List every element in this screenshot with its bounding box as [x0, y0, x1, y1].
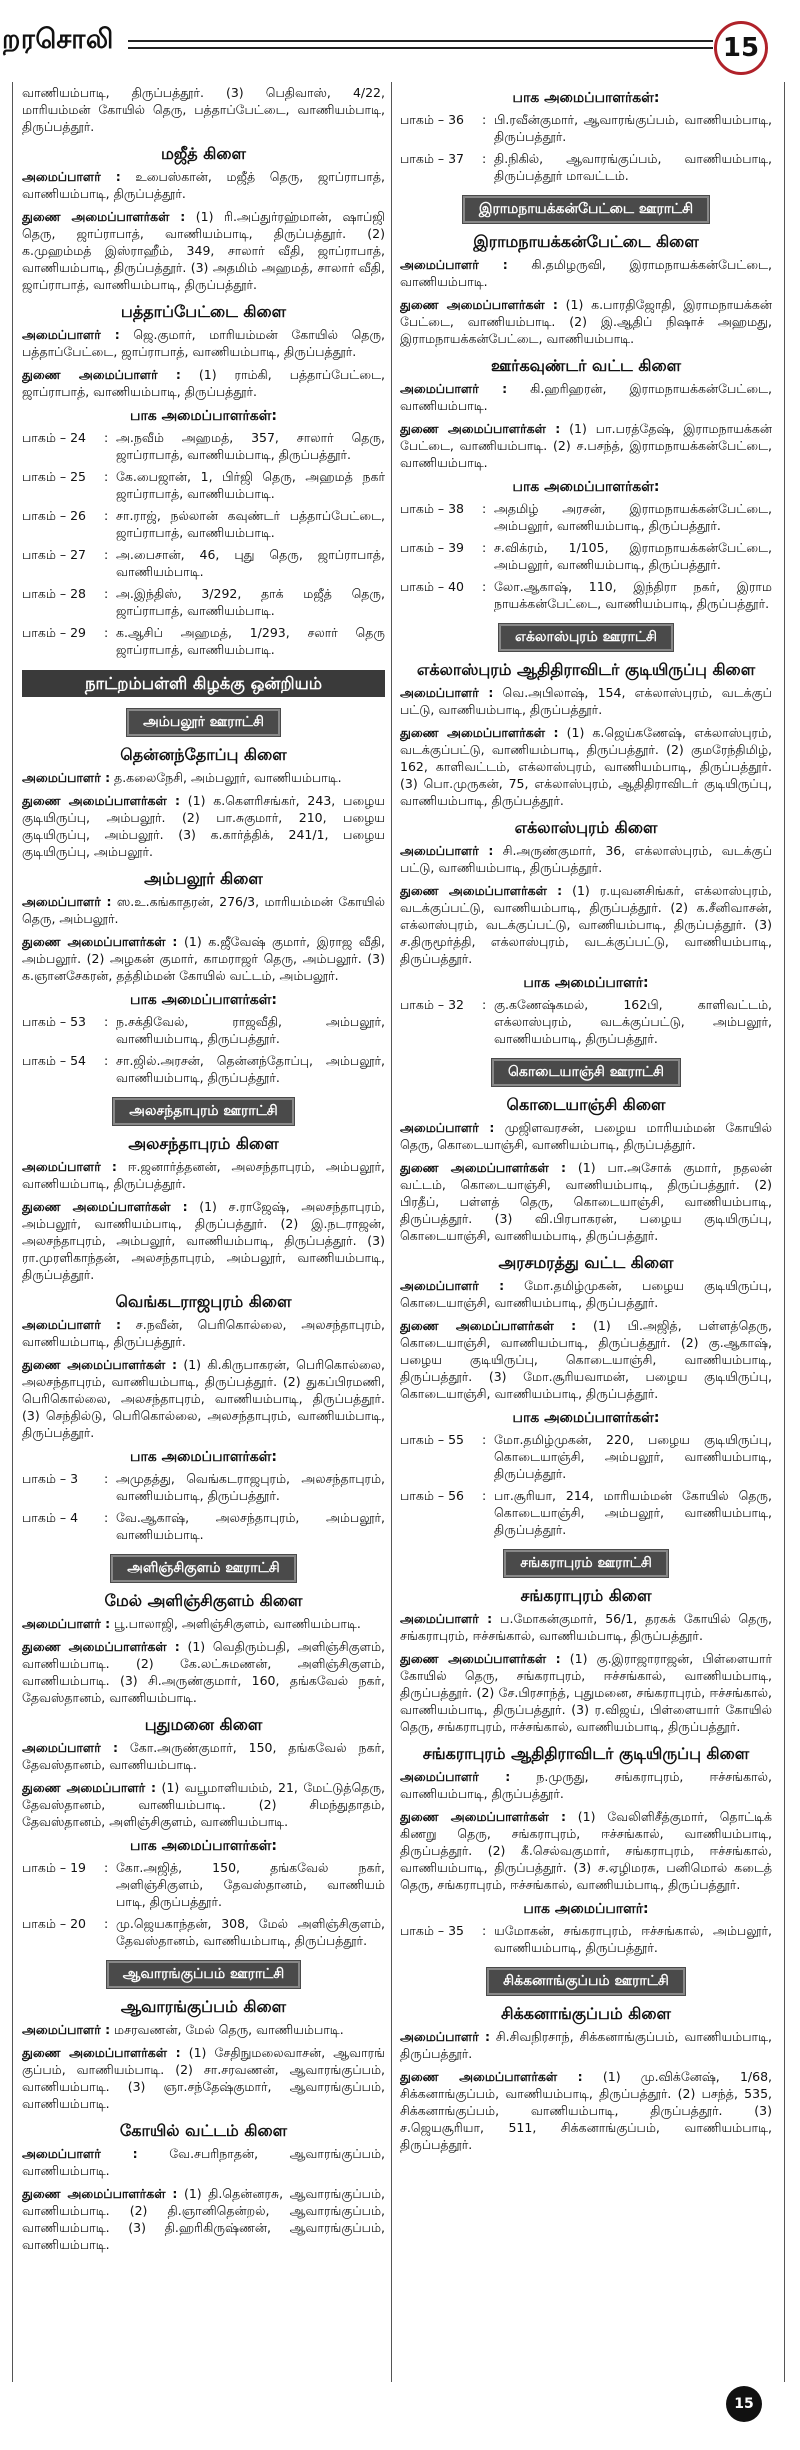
panchayat-banner: அலசந்தாபுரம் ஊராட்சி [113, 1098, 293, 1125]
section-subtitle: பாக அமைப்பாளர்: [523, 1901, 649, 1917]
booth-member: கோ.அஜித், 150, தங்கவேல் நகர், அளிஞ்சிகுளம், தேவஸ்தானம், வாணியம் பாடி, திருப்பத்தூர். [116, 1860, 385, 1909]
member-text: (1) தி.தென்னரசு, ஆவாரங்குப்பம், வாணியம்பாடி. (2) தி.ஞானிதென்றல், ஆவாரங்குப்பம், வாணியம்பாடி. (3) தி.ஹரிகிருஷ்ணன், ஆவாரங்குப்பம், வாணியம்பாடி. [22, 2186, 385, 2252]
booth-entry [400, 578, 772, 612]
member-paragraph [22, 792, 385, 860]
member-paragraph [22, 2044, 385, 2112]
branch-title: கோயில் வட்டம் கிளை [119, 2121, 288, 2140]
member-text: (1) வபூமாளியம்ம், 21, மேட்டுத்தெரு, தேவஸ்தானம், வாணியம்பாடி. (2) சிமந்துதாதம், தேவஸ்தானம், அளிஞ்சிகுளம், வாணியம்பாடி. [22, 1780, 385, 1829]
member-text: (1) பா.பரத்தேஷ், இராமநாயக்கன் பேட்டை, வாணியம்பாடி. (2) ச.பசந்த், இராமநாயக்கன்பேட்டை, வாணியம்பாடி. [400, 421, 772, 470]
booth-colon: : [104, 1471, 109, 1486]
section-subtitle: பாக அமைப்பாளர்கள்: [130, 992, 277, 1008]
booth-entry [400, 1487, 772, 1538]
booth-member: அ.நவீம் அஹமத், 357, சாலார் தெரு, ஜாப்ராபாத், வாணியம்பாடி, திருப்பத்தூர். [116, 430, 385, 462]
booth-number: பாகம் – 53 [22, 1014, 86, 1029]
booth-colon: : [482, 579, 487, 594]
panchayat-banner: கொடையாஞ்சி ஊராட்சி [492, 1059, 680, 1086]
branch-title: கொடையாஞ்சி கிளை [506, 1095, 666, 1114]
booth-number: பாகம் – 3 [22, 1471, 79, 1486]
booth-number: பாகம் – 38 [400, 501, 464, 516]
member-text: ஜெ.குமார், மாரியம்மன் கோயில் தெரு, பத்தாப்பேட்டை, ஜாப்ராபாத், வாணியம்பாடி, திருப்பத்தூர். [22, 327, 385, 359]
booth-colon: : [482, 1488, 487, 1503]
booth-member: லோ.ஆகாஷ், 110, இந்திரா நகர், இராம நாயக்கன்பேட்டை, வாணியம்பாடி, திருப்பத்தூர். [494, 579, 772, 611]
role-label: துணை அமைப்பாளர்கள் : [22, 2045, 181, 2060]
role-label: துணை அமைப்பாளர்கள் : [400, 297, 558, 312]
role-label: அமைப்பாளர் : [22, 2022, 111, 2037]
branch-title: எக்லாஸ்புரம் ஆதிதிராவிடர் குடியிருப்பு கிளை [416, 660, 756, 679]
member-paragraph [22, 1638, 385, 1706]
member-paragraph [22, 1615, 385, 1632]
booth-number: பாகம் – 35 [400, 1923, 464, 1938]
panchayat-banner: அம்பலூர் ஊராட்சி [127, 709, 280, 736]
panchayat-banner: இராமநாயக்கன்பேட்டை ஊராட்சி [463, 196, 709, 223]
branch-title: அம்பலூர் கிளை [144, 869, 263, 888]
role-label: துணை அமைப்பாளர்கள் : [22, 793, 180, 808]
booth-member: பா.சூரியா, 214, மாரியம்மன் கோயில் தெரு, கொடையாஞ்சி, அம்பலூர், வாணியம்பாடி, திருப்பத்தூர். [494, 1488, 772, 1537]
member-text: கோ.அருண்குமார், 150, தங்கவேல் நகர், தேவஸ்தானம், வாணியம்பாடி. [22, 1740, 385, 1772]
booth-member: சா.ராஜ், நல்லான் கவுண்டர் பத்தாப்பேட்டை, ஜாப்ராபாத், வாணியம்பாடி. [116, 508, 385, 540]
role-label: அமைப்பாளர் : [22, 1159, 117, 1174]
booth-number: பாகம் – 28 [22, 586, 86, 601]
booth-colon: : [104, 1053, 109, 1068]
branch-title: பத்தாப்பேட்டை கிளை [120, 302, 287, 321]
member-text: ஸ.உ.கங்காதரன், 276/3, மாரியம்மன் கோயில் தெரு, அம்பலூர். [22, 894, 385, 926]
section-subtitle: பாக அமைப்பாளர்கள்: [130, 1449, 277, 1465]
booth-entry [22, 1859, 385, 1910]
booth-entry [22, 1915, 385, 1949]
member-paragraph [22, 2185, 385, 2253]
role-label: துணை அமைப்பாளர்கள் : [22, 934, 178, 949]
booth-colon: : [482, 112, 487, 127]
member-text: (1) பி.அஜித், பள்ளத்தெரு, கொடையாஞ்சி, வாணியம்பாடி, திருப்பத்தூர். (2) கு.ஆகாஷ், பழைய குடியிருப்பு, கொடையாஞ்சி, வாணியம்பாடி, திருப்பத்தூர். (3) மோ.சூரியவாமன், பழைய குடியிருப்பு, கொடையாஞ்சி, வாணியம்பாடி, திருப்பத்தூர். [400, 1318, 772, 1401]
member-text: (1) க.கௌரிசங்கர், 243, பழைய குடியிருப்பு, அம்பலூர். (2) பா.சுகுமார், 210, பழைய குடியிருப்பு, அம்பலூர். (3) க.கார்த்திக், 241/1, பழைய குடியிருப்பு, அம்பலூர். [22, 793, 385, 859]
member-text: (1) பா.அசோக் குமார், நதலன் வட்டம், கொடையாஞ்சி, வாணியம்பாடி, திருப்பத்தூர். (2) பிரதீப், பள்ளத் தெரு, கொடையாஞ்சி, வாணியம்பாடி, திருப்பத்தூர். (3) வி.பிரபாகரன், பழைய குடியிருப்பு, கொடையாஞ்சி, வாணியம்பாடி, திருப்பத்தூர். [400, 1160, 772, 1243]
role-label: துணை அமைப்பாளர்கள் : [400, 2069, 583, 2084]
booth-number: பாகம் – 4 [22, 1510, 79, 1525]
branch-title: மேல் அளிஞ்சிகுளம் கிளை [104, 1591, 303, 1610]
member-text: சி.சிவநிரசாந், சிக்கனாங்குப்பம், வாணியம்பாடி, திருப்பத்தூர். [400, 2029, 772, 2061]
branch-title: வெங்கடராஜபுரம் கிளை [115, 1292, 292, 1311]
column-divider [391, 82, 392, 2382]
role-label: துணை அமைப்பாளர்கள் : [400, 725, 559, 740]
booth-member: அதமிழ் அரசன், இராமநாயக்கன்பேட்டை, அம்பலூர், வாணியம்பாடி, திருப்பத்தூர். [494, 501, 772, 533]
role-label: அமைப்பாளர் : [22, 327, 120, 342]
branch-title: ஊர்கவுண்டர் வட்ட கிளை [490, 356, 682, 375]
booth-entry [22, 429, 385, 463]
booth-colon: : [482, 151, 487, 166]
branch-title: சங்கராபுரம் கிளை [520, 1586, 652, 1605]
booth-member: அமுதத்து, வெங்கடராஜபுரம், அலசந்தாபுரம், வாணியம்பாடி, திருப்பத்தூர். [116, 1471, 385, 1503]
member-paragraph [400, 420, 772, 471]
member-paragraph [400, 1808, 772, 1893]
member-paragraph [400, 2028, 772, 2062]
role-label: துணை அமைப்பாளர் : [22, 367, 181, 382]
booth-number: பாகம் – 55 [400, 1432, 464, 1447]
booth-entry [22, 546, 385, 580]
booth-number: பாகம் – 36 [400, 112, 464, 127]
member-text: (1) கி.கிருபாகரன், பெரிகொல்லை, அலசந்தாபுரம், வாணியம்பாடி, திருப்பத்தூர். (2) துகப்பிரமணி, பெரிகொல்லை, அலசந்தாபுரம், வாணியம்பாடி, திருப்பத்தூர். (3) செந்தில்டு, பெரிகொல்லை, அலசந்தாபுரம், வாணியம்பாடி, திருப்பத்தூர். [22, 1357, 385, 1440]
member-paragraph [400, 1119, 772, 1153]
booth-member: கு.கணேஷ்கமல், 162பி, காளிவட்டம், எக்லாஸ்புரம், வடக்குப்பட்டு, அம்பலூர், வாணியம்பாடி, திருப்பத்தூர். [494, 997, 772, 1046]
branch-title: தென்னந்தோப்பு கிளை [120, 745, 287, 764]
role-label: துணை அமைப்பாளர்கள் : [400, 421, 561, 436]
booth-number: பாகம் – 25 [22, 469, 86, 484]
member-paragraph [400, 256, 772, 290]
role-label: துணை அமைப்பாளர்கள் : [22, 1357, 178, 1372]
member-paragraph [22, 2145, 385, 2179]
member-paragraph [400, 1610, 772, 1644]
right-column [400, 82, 772, 2382]
booth-colon: : [104, 1916, 109, 1931]
booth-number: பாகம் – 27 [22, 547, 86, 562]
member-text: கி.ஹரிஹரன், இராமநாயக்கன்பேட்டை, வாணியம்பாடி. [400, 381, 772, 413]
panchayat-banner: ஆவாரங்குப்பம் ஊராட்சி [107, 1961, 301, 1988]
booth-number: பாகம் – 24 [22, 430, 86, 445]
member-text: வே.சபரிநாதன், ஆவாரங்குப்பம், வாணியம்பாடி. [22, 2146, 385, 2178]
section-subtitle: பாக அமைப்பாளர்: [523, 975, 649, 991]
role-label: துணை அமைப்பாளர்கள் : [400, 1160, 567, 1175]
member-text: (1) ர.யுவனசிங்கர், எக்லாஸ்புரம், வடக்குப்பட்டு, வாணியம்பாடி, திருப்பத்தூர். (2) க.சீனிவாசன், எக்லாஸ்புரம், வடக்குப்பட்டு, வாணியம்பாடி, திருப்பத்தூர். (3) ச.திருமூர்த்தி, எக்லாஸ்புரம், வடக்குப்பட்டு, வாணியம்பாடி, திருப்பத்தூர். [400, 883, 772, 966]
branch-title: அலசந்தாபுரம் கிளை [128, 1134, 279, 1153]
booth-entry [400, 111, 772, 145]
role-label: அமைப்பாளர் : [22, 1740, 118, 1755]
booth-member: க.ஆசிப் அஹமத், 1/293, சலார் தெரு ஜாப்ராபாத், வாணியம்பாடி. [116, 625, 385, 657]
booth-colon: : [482, 1923, 487, 1938]
booth-entry [22, 1052, 385, 1086]
member-paragraph [400, 1317, 772, 1402]
booth-colon: : [104, 508, 109, 523]
booth-number: பாகம் – 54 [22, 1053, 86, 1068]
booth-entry [22, 507, 385, 541]
member-paragraph [22, 1316, 385, 1350]
role-label: அமைப்பாளர் : [22, 2146, 138, 2161]
member-text: பூ.பாலாஜி, அளிஞ்சிகுளம், வாணியம்பாடி. [110, 1616, 361, 1631]
branch-title: இராமநாயக்கன்பேட்டை கிளை [473, 232, 699, 251]
member-text: சி.அருண்குமார், 36, எக்லாஸ்புரம், வடக்குப் பட்டு, வாணியம்பாடி, திருப்பத்தூர். [400, 843, 772, 875]
booth-colon: : [104, 1014, 109, 1029]
booth-colon: : [482, 1432, 487, 1447]
member-text: முஜிளவரசன், பழைய மாரியம்மன் கோயில் தெரு, கொடையாஞ்சி, வாணியம்பாடி, திருப்பத்தூர். [400, 1120, 772, 1152]
branch-title: அரசமரத்து வட்ட கிளை [498, 1253, 674, 1272]
role-label: அமைப்பாளர் : [400, 1120, 495, 1135]
booth-member: அ.இந்திஸ், 3/292, தாக் மஜீத் தெரு, ஜாப்ராபாத், வாணியம்பாடி. [116, 586, 385, 618]
member-paragraph [22, 366, 385, 400]
booth-member: மோ.தமிழ்முகன், 220, பழைய குடியிருப்பு, கொடையாஞ்சி, அம்பலூர், வாணியம்பாடி, திருப்பத்தூர். [494, 1432, 772, 1481]
member-text: ப.மோகன்குமார், 56/1, தரகக் கோயில் தெரு, சங்கராபுரம், ஈச்சங்கால், வாணியம்பாடி, திருப்பத்தூர். [400, 1611, 772, 1643]
section-subtitle: பாக அமைப்பாளர்கள்: [130, 408, 277, 424]
member-paragraph [22, 1779, 385, 1830]
member-text: (1) ரி.அப்துர்ரஹ்மான், ஷாப்ஜி தெரு, ஜாப்ராபாத், வாணியம்பாடி, திருப்பத்தூர். (2) க.முஹம்மத் இஸ்ராஹீம், 349, சாலார் வீதி, ஜாப்ராபாத், வாணியம்பாடி, திருப்பத்தூர். (3) அதமிம் அஹமத், சாலார் வீதி, ஜாப்ராபாத், வாணியம்பாடி, திருப்பத்தூர். [22, 209, 385, 292]
member-text: (1) ச.ராஜேஷ், அலசந்தாபுரம், அம்பலூர், வாணியம்பாடி, திருப்பத்தூர். (2) இ.நடராஜன், அலசந்தாபுரம், அம்பலூர், வாணியம்பாடி, திருப்பத்தூர். (3) ரா.முரளிகாந்தன், அலசந்தாபுரம், அம்பலூர், வாணியம்பாடி, திருப்பத்தூர். [22, 1199, 385, 1282]
booth-colon: : [104, 586, 109, 601]
newspaper-title: றரசொலி [2, 24, 114, 55]
member-text: ச.நவீன், பெரிகொல்லை, அலசந்தாபுரம், வாணியம்பாடி, திருப்பத்தூர். [22, 1317, 385, 1349]
booth-colon: : [104, 1860, 109, 1875]
member-paragraph [22, 933, 385, 984]
role-label: அமைப்பாளர் : [22, 894, 112, 909]
booth-number: பாகம் – 20 [22, 1916, 86, 1931]
member-text: வாணியம்பாடி, திருப்பத்தூர். (3) பெதிவாஸ், 4/22, மாரியம்மன் கோயில் தெரு, பத்தாப்பேட்டை, வாணியம்பாடி, திருப்பத்தூர். [22, 85, 385, 134]
page-number-badge: 15 [714, 21, 768, 75]
booth-colon: : [104, 430, 109, 445]
booth-member: ச.விக்ரம், 1/105, இராமநாயக்கன்பேட்டை, அம்பலூர், வாணியம்பாடி, திருப்பத்தூர். [494, 540, 772, 572]
booth-number: பாகம் – 56 [400, 1488, 464, 1503]
member-paragraph [22, 326, 385, 360]
member-text: கி.தமிழருவி, இராமநாயக்கன்பேட்டை, வாணியம்பாடி. [400, 257, 772, 289]
member-paragraph [400, 1768, 772, 1802]
member-paragraph [22, 1198, 385, 1283]
panchayat-banner: சங்கராபுரம் ஊராட்சி [504, 1550, 668, 1577]
booth-entry [22, 468, 385, 502]
left-column [22, 82, 385, 2382]
member-paragraph [22, 1158, 385, 1192]
booth-number: பாகம் – 26 [22, 508, 86, 523]
branch-title: சங்கராபுரம் ஆதிதிராவிடர் குடியிருப்பு கிளை [422, 1744, 750, 1763]
role-label: துணை அமைப்பாளர்கள் : [400, 1809, 566, 1824]
section-subtitle: பாக அமைப்பாளர்கள்: [512, 90, 660, 106]
member-paragraph [22, 2021, 385, 2038]
member-text: (1) கு.இராஜாராஜன், பிள்ளையார் கோயில் தெரு, சங்கராபுரம், ஈச்சங்கால், வாணியம்பாடி, திருப்பத்தூர். (2) சே.பிரசாந்த், புதுமனை, சங்கராபுரம், ஈச்சங்கால், வாணியம்பாடி, திருப்பத்தூர். (3) ர.விஜய், பிள்ளையார் கோயில் தெரு, சங்கராபுரம், ஈச்சங்கால், வாணியம்பாடி, திருப்பத்தூர். [400, 1651, 772, 1734]
role-label: துணை அமைப்பாளர்கள் : [400, 883, 563, 898]
member-paragraph [22, 1356, 385, 1441]
branch-title: எக்லாஸ்புரம் கிளை [514, 818, 658, 837]
booth-number: பாகம் – 39 [400, 540, 464, 555]
member-paragraph [400, 296, 772, 347]
member-text: வெ.அபிலாஷ், 154, எக்லாஸ்புரம், வடக்குப் பட்டு, வாணியம்பாடி, திருப்பத்தூர். [400, 685, 772, 717]
member-text: ந.முருது, சங்கராபுரம், ஈச்சங்கால், வாணியம்பாடி, திருப்பத்தூர். [400, 1769, 772, 1801]
branch-title: ஆவாரங்குப்பம் கிளை [120, 1997, 287, 2016]
member-paragraph [400, 1159, 772, 1244]
member-paragraph [22, 893, 385, 927]
member-paragraph [400, 2068, 772, 2153]
booth-number: பாகம் – 19 [22, 1860, 86, 1875]
booth-entry [22, 585, 385, 619]
section-subtitle: பாக அமைப்பாளர்கள்: [512, 1410, 660, 1426]
booth-entry [400, 150, 772, 184]
member-text: மசரவணன், மேல் தெரு, வாணியம்பாடி. [110, 2022, 344, 2037]
booth-number: பாகம் – 40 [400, 579, 464, 594]
member-text: (1) க.ஜெய்கணேஷ், எக்லாஸ்புரம், வடக்குப்பட்டு, வாணியம்பாடி, திருப்பத்தூர். (2) குமரேந்திமிழ், 162, காளிவட்டம், எக்லாஸ்புரம், வாணியம்பாடி, திருப்பத்தூர். (3) பொ.முருகன், 75, எக்லாஸ்புரம், ஆதிதிராவிடர் குடியிருப்பு, வாணியம்பாடி, திருப்பத்தூர். [400, 725, 772, 808]
booth-entry [400, 1922, 772, 1956]
member-text: (1) மு.விக்னேஷ், 1/68, சிக்கனாங்குப்பம், வாணியம்பாடி, திருப்பத்தூர். (2) பசந்த், 535, சிக்கனாங்குப்பம், வாணியம்பாடி, திருப்பத்தூர். (3) ச.ஜெயசூரியா, 511, சிக்கனாங்குப்பம், வாணியம்பாடி, திருப்பத்தூர். [400, 2069, 772, 2152]
booth-member: சா.ஜில்.அரசன், தென்னந்தோப்பு, அம்பலூர், வாணியம்பாடி, திருப்பத்தூர். [116, 1053, 385, 1085]
booth-member: ந.சக்திவேல், ராஜவீதி, அம்பலூர், வாணியம்பாடி, திருப்பத்தூர். [116, 1014, 385, 1046]
member-text: (1) ராம்கி, பத்தாப்பேட்டை, ஜாப்ராபாத், வாணியம்பாடி, திருப்பத்தூர். [22, 367, 385, 399]
member-paragraph [22, 1739, 385, 1773]
role-label: அமைப்பாளர் : [400, 1769, 511, 1784]
booth-entry [22, 1509, 385, 1543]
member-text: (1) வேலிளிசீத்குமார், தொட்டிக் கிணறு தெரு, சங்கராபுரம், ஈச்சங்கால், வாணியம்பாடி, திருப்பத்தூர். (2) கீ.செல்வகுமார், சங்கராபுரம், ஈச்சங்கால், வாணியம்பாடி, திருப்பத்தூர். (3) ச.ஏழிமரசு, பனிமொல் கடைத் தெரு, சங்கராபுரம், ஈச்சங்கால், வாணியம்பாடி, திருப்பத்தூர். [400, 1809, 772, 1892]
booth-member: வே.ஆகாஷ், அலசந்தாபுரம், அம்பலூர், வாணியம்பாடி. [116, 1510, 385, 1542]
section-subtitle: பாக அமைப்பாளர்கள்: [130, 1838, 277, 1854]
booth-entry [400, 996, 772, 1047]
member-text: மோ.தமிழ்முகன், பழைய குடியிருப்பு, கொடையாஞ்சி, வாணியம்பாடி, திருப்பத்தூர். [400, 1278, 772, 1310]
booth-entry [400, 1431, 772, 1482]
booth-number: பாகம் – 37 [400, 151, 464, 166]
masthead-rule [128, 40, 713, 49]
booth-entry [400, 500, 772, 534]
booth-member: பி.ரவீன்குமார், ஆவாரங்குப்பம், வாணியம்பாடி, திருப்பத்தூர். [494, 112, 772, 144]
role-label: அமைப்பாளர் : [400, 2029, 490, 2044]
panchayat-banner: எக்லாஸ்புரம் ஊராட்சி [499, 624, 673, 651]
booth-colon: : [104, 1510, 109, 1525]
booth-colon: : [482, 540, 487, 555]
member-paragraph [22, 168, 385, 202]
member-text: (1) சேதிநுமலைவாசன், ஆவாரங் குப்பம், வாணியம்பாடி. (2) சா.சரவணன், ஆவாரங்குப்பம், வாணியம்பாடி. (3) ஞா.சந்தேஷ்குமார், ஆவாரங்குப்பம், வாணியம்பாடி. [22, 2045, 385, 2111]
branch-title: மஜீத் கிளை [161, 144, 246, 163]
role-label: துணை அமைப்பாளர்கள் : [22, 209, 186, 224]
booth-colon: : [104, 547, 109, 562]
member-paragraph [400, 1650, 772, 1735]
booth-entry [22, 624, 385, 658]
member-paragraph [400, 842, 772, 876]
member-text: த.கலைநேசி, அம்பலூர், வாணியம்பாடி. [110, 770, 342, 785]
booth-number: பாகம் – 29 [22, 625, 86, 640]
role-label: துணை அமைப்பாளர்கள் : [400, 1651, 561, 1666]
role-label: அமைப்பாளர் : [400, 685, 494, 700]
member-text: ஈ.ஜனார்த்தனன், அலசந்தாபுரம், அம்பலூர், வாணியம்பாடி, திருப்பத்தூர். [22, 1159, 385, 1191]
role-label: அமைப்பாளர் : [400, 1278, 505, 1293]
member-paragraph [400, 380, 772, 414]
role-label: அமைப்பாளர் : [400, 1611, 493, 1626]
role-label: அமைப்பாளர் : [22, 1317, 121, 1332]
member-paragraph [22, 84, 385, 135]
branch-title: சிக்கனாங்குப்பம் கிளை [501, 2004, 671, 2023]
booth-colon: : [104, 469, 109, 484]
booth-entry [22, 1470, 385, 1504]
booth-member: தி.நிகில், ஆவாரங்குப்பம், வாணியம்பாடி, திருப்பத்தூர் மாவட்டம். [494, 151, 772, 183]
union-banner: நாட்றம்பள்ளி கிழக்கு ஒன்றியம் [22, 670, 385, 697]
masthead [0, 0, 800, 80]
booth-number: பாகம் – 32 [400, 997, 464, 1012]
role-label: துணை அமைப்பாளர் : [22, 1780, 157, 1795]
booth-colon: : [482, 501, 487, 516]
member-text: (1) க.பாரதிஜோதி, இராமநாயக்கன் பேட்டை, வாணியம்பாடி. (2) இ.ஆதிப் நிஷாச் அஹமது, இராமநாயக்கன்பேட்டை, வாணியம்பாடி. [400, 297, 772, 346]
booth-member: மு.ஜெயகாந்தன், 308, மேல் அளிஞ்சிகுளம், தேவஸ்தானம், வாணியம்பாடி, திருப்பத்தூர். [116, 1916, 385, 1948]
branch-title: புதுமனை கிளை [144, 1715, 263, 1734]
member-paragraph [22, 208, 385, 293]
role-label: அமைப்பாளர் : [22, 770, 111, 785]
role-label: துணை அமைப்பாளர்கள் : [22, 1199, 188, 1214]
member-paragraph [400, 684, 772, 718]
member-paragraph [400, 724, 772, 809]
role-label: அமைப்பாளர் : [400, 843, 494, 858]
member-paragraph [400, 1277, 772, 1311]
member-text: (1) வெதிரும்பதி, அளிஞ்சிகுளம், வாணியம்பாடி. (2) கே.லட்சுமணன், அளிஞ்சிகுளம், வாணியம்பாடி. (3) சி.அருண்குமார், 160, தங்கவேல் நகர், தேவஸ்தானம், வாணியம்பாடி. [22, 1639, 385, 1705]
role-label: துணை அமைப்பாளர்கள் : [400, 1318, 577, 1333]
role-label: அமைப்பாளர் : [400, 381, 508, 396]
booth-entry [22, 1013, 385, 1047]
role-label: அமைப்பாளர் : [400, 257, 508, 272]
booth-member: யமோகன், சங்கராபுரம், ஈச்சங்கால், அம்பலூர், வாணியம்பாடி, திருப்பத்தூர். [494, 1923, 772, 1955]
booth-member: கே.பைஜான், 1, பிர்ஜி தெரு, அஹமத் நகர் ஜாப்ராபாத், வாணியம்பாடி. [116, 469, 385, 501]
booth-entry [400, 539, 772, 573]
member-paragraph [400, 882, 772, 967]
article-columns [0, 82, 800, 2382]
member-text: உபைஸ்கான், மஜீத் தெரு, ஜாப்ராபாத், வாணியம்பாடி, திருப்பத்தூர். [22, 169, 385, 201]
member-paragraph [22, 769, 385, 786]
panchayat-banner: அளிஞ்சிகுளம் ஊராட்சி [111, 1555, 295, 1582]
role-label: துணை அமைப்பாளர்கள் : [22, 1639, 180, 1654]
section-subtitle: பாக அமைப்பாளர்கள்: [512, 479, 660, 495]
booth-member: அ.பைசான், 46, புது தெரு, ஜாப்ராபாத், வாணியம்பாடி. [116, 547, 385, 579]
booth-colon: : [104, 625, 109, 640]
member-text: (1) க.ஜீவேஷ் குமார், இராஜ வீதி, அம்பலூர். (2) அழகன் குமார், காமராஜர் தெரு, அம்பலூர். (3) க.ஞானசேகரன், தத்திம்மன் கோயில் வட்டம், அம்பலூர். [22, 934, 385, 983]
role-label: அமைப்பாளர் : [22, 169, 121, 184]
footer-page-number: 15 [726, 2386, 762, 2422]
booth-colon: : [482, 997, 487, 1012]
role-label: அமைப்பாளர் : [22, 1616, 111, 1631]
panchayat-banner: சிக்கனாங்குப்பம் ஊராட்சி [487, 1968, 685, 1995]
role-label: துணை அமைப்பாளர்கள் : [22, 2186, 178, 2201]
